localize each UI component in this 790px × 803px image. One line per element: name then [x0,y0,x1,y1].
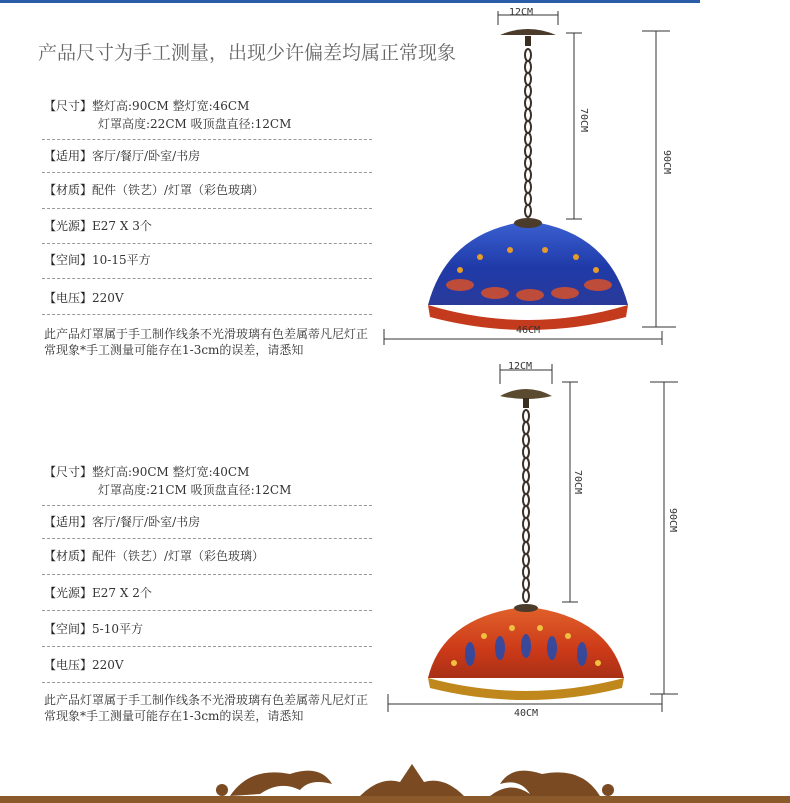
dim-shade-width: 40CM [514,708,539,719]
disclaimer-note: 此产品灯罩属于手工制作线条不光滑玻璃有色差属蒂凡尼灯正常现象*手工测量可能存在1-3cm的误差，请悉知 [44,693,369,723]
spec-material: 【材质】配件（铁艺）/灯罩（彩色玻璃） [44,549,265,563]
divider [42,538,372,539]
disclaimer-note: 此产品灯罩属于手工制作线条不光滑玻璃有色差属蒂凡尼灯正常现象*手工测量可能存在1-3cm的误差，请悉知 [44,327,369,357]
divider [42,278,372,279]
divider [42,646,372,647]
product-1-lamp-diagram [380,5,690,345]
spec-usage: 【适用】客厅/餐厅/卧室/书房 [44,515,201,529]
divider [42,208,372,209]
divider [42,314,372,315]
spec-light-source: 【光源】E27 X 3个 [44,219,152,233]
divider [42,610,372,611]
divider [42,243,372,244]
dim-canopy-width: 12CM [508,361,533,372]
spec-material: 【材质】配件（铁艺）/灯罩（彩色玻璃） [44,183,265,197]
product-2-lamp-diagram [384,358,684,718]
divider [42,682,372,683]
spec-size: 【尺寸】整灯高:90CM 整灯宽:46CM [44,99,250,113]
dim-canopy-width: 12CM [509,7,534,18]
spec-space: 【空间】10-15平方 [44,253,151,267]
spec-light-source: 【光源】E27 X 2个 [44,586,152,600]
top-accent-bar [0,0,700,3]
chain [525,49,531,217]
chain [523,410,529,602]
spec-usage: 【适用】客厅/餐厅/卧室/书房 [44,149,201,163]
divider [42,505,372,506]
dim-chain-length: 70CM [578,108,589,133]
spec-voltage: 【电压】220V [44,291,124,305]
divider [42,172,372,173]
ceiling-canopy [500,389,552,399]
spec-size-line2: 灯罩高度:21CM 吸顶盘直径:12CM [98,483,292,497]
divider [42,139,372,140]
spec-voltage: 【电压】220V [44,658,124,672]
footer-ornament [0,760,790,803]
dim-total-height: 90CM [667,508,678,533]
spec-size: 【尺寸】整灯高:90CM 整灯宽:40CM [44,465,250,479]
divider [42,574,372,575]
spec-space: 【空间】5-10平方 [44,622,143,636]
headline: 产品尺寸为手工测量，出现少许偏差均属正常现象 [38,42,457,64]
ceiling-canopy [500,29,556,35]
spec-size-line2: 灯罩高度:22CM 吸顶盘直径:12CM [98,117,292,131]
dim-total-height: 90CM [661,150,672,175]
dim-chain-length: 70CM [572,470,583,495]
dim-shade-width: 46CM [516,325,541,336]
